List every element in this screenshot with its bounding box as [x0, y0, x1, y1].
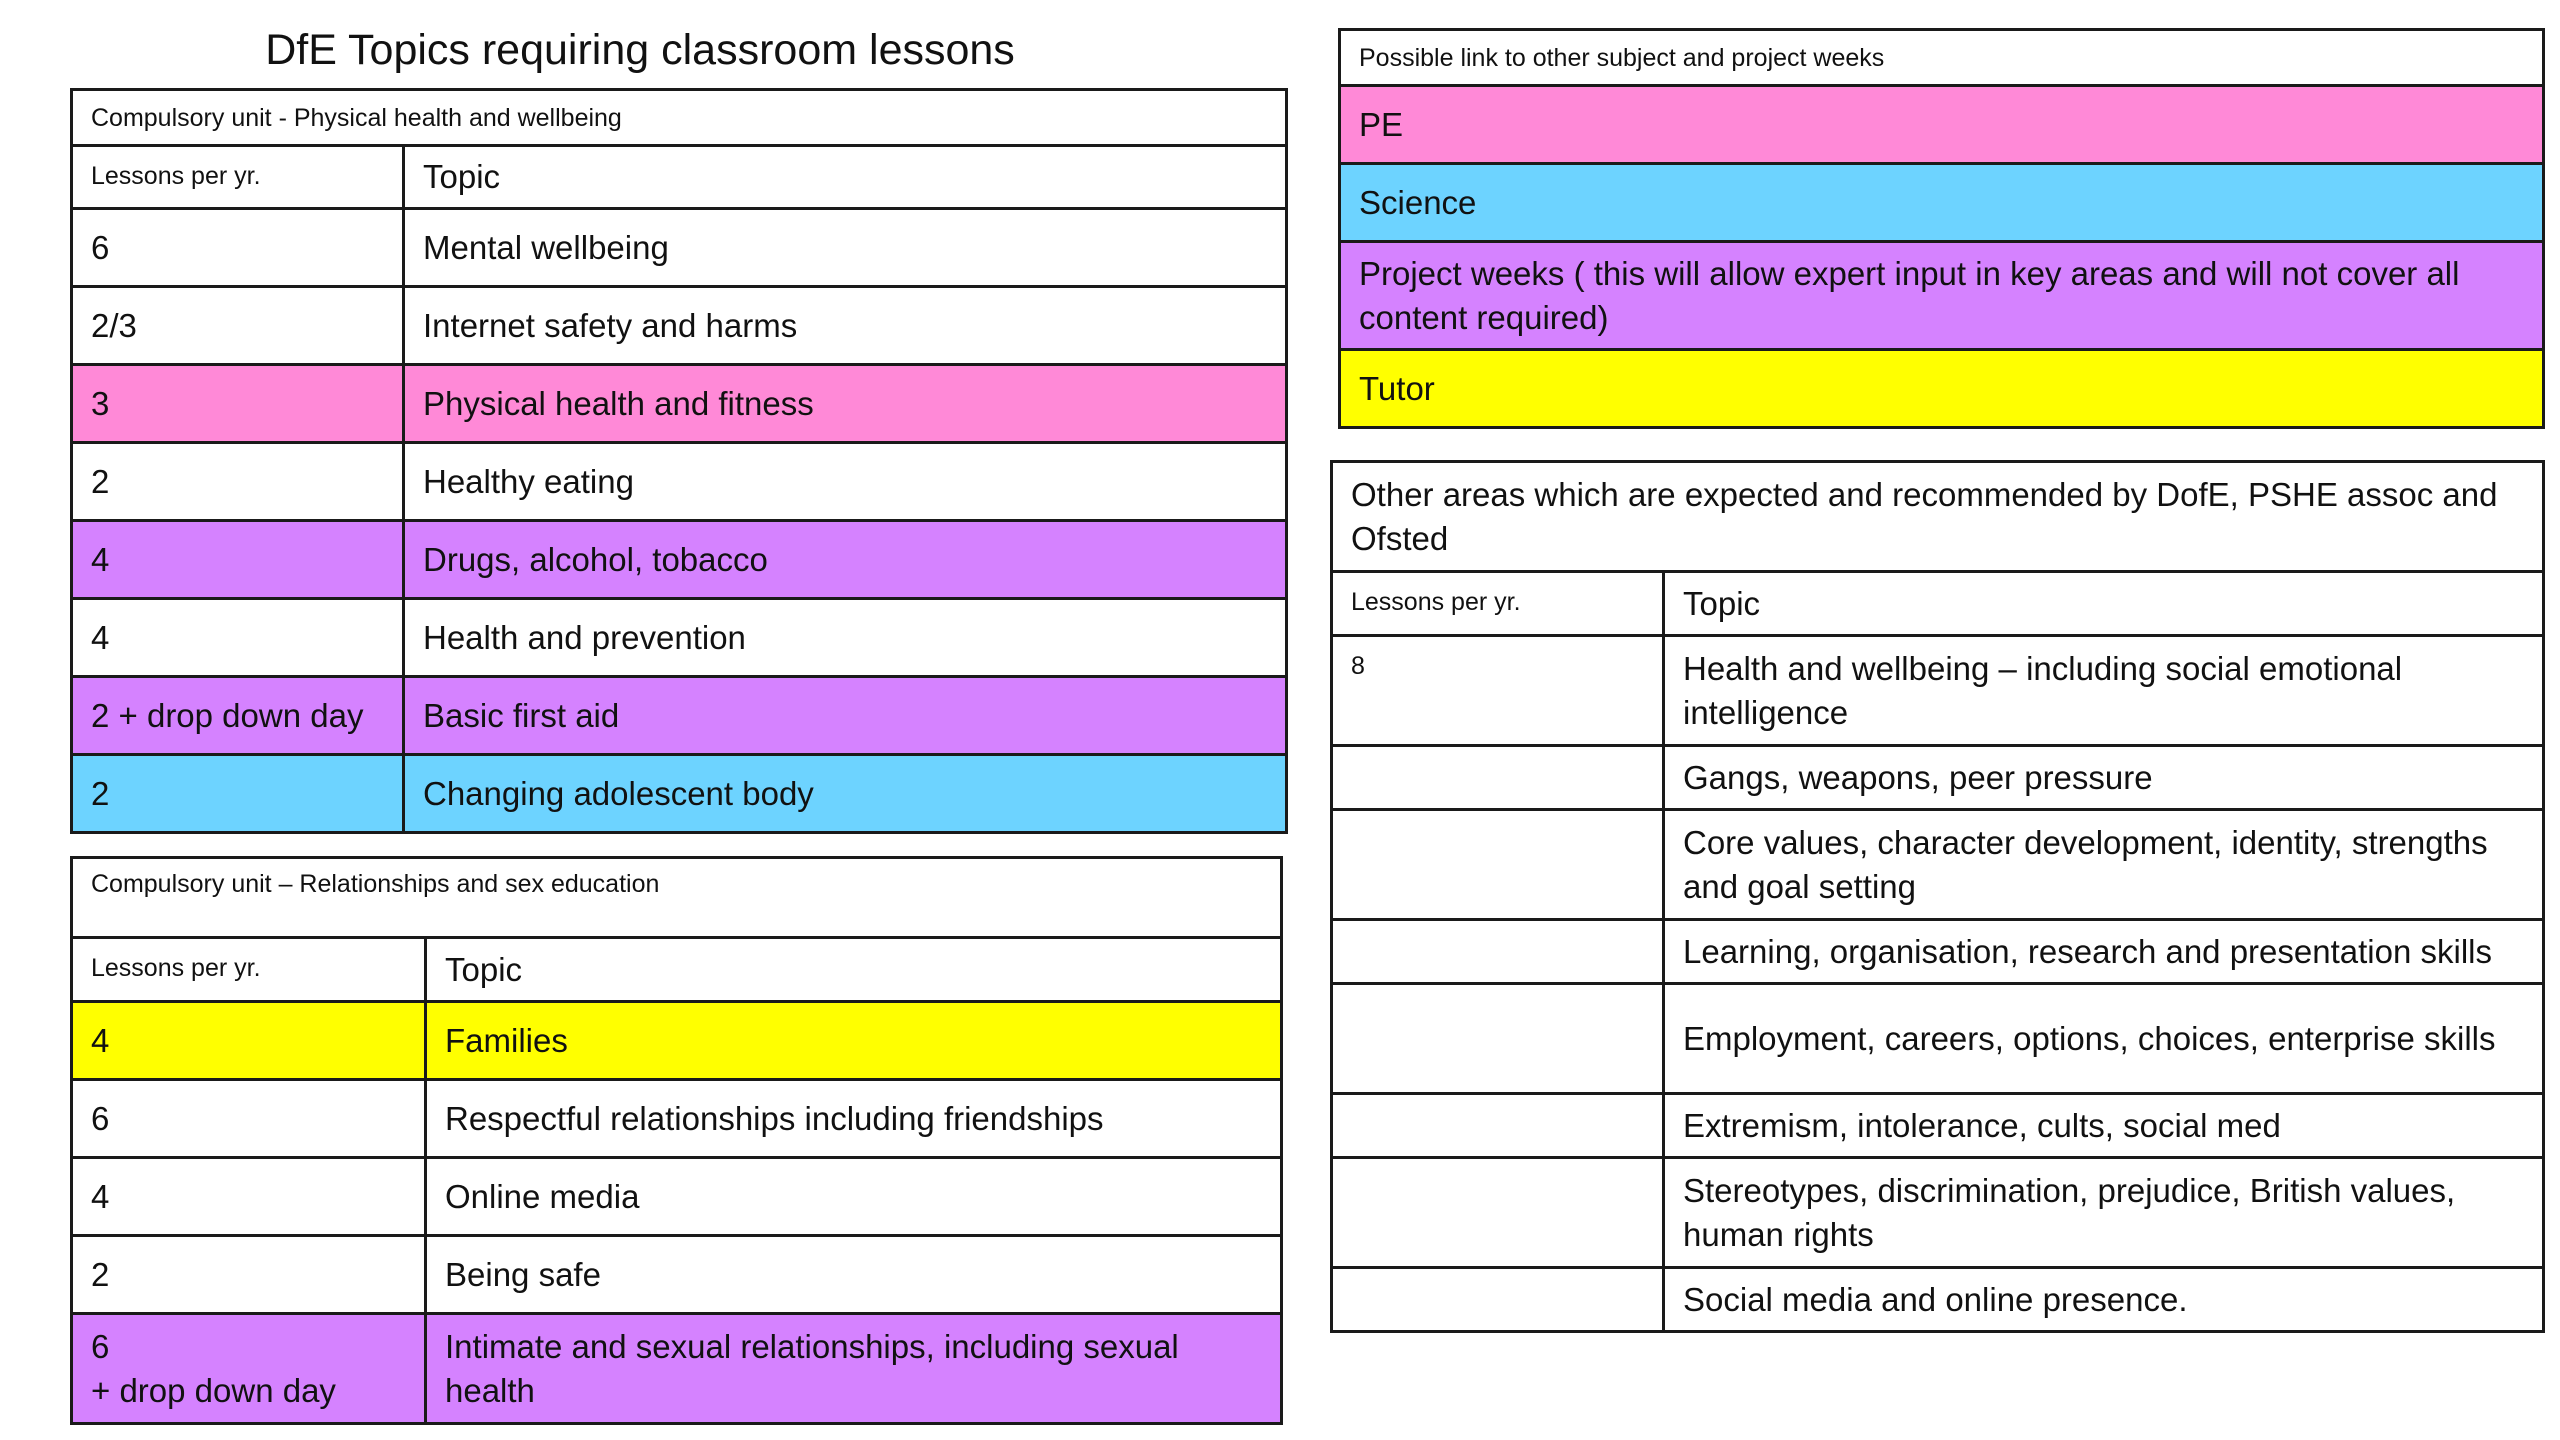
table-row	[72, 209, 1287, 287]
lessons-cell: 4	[72, 1002, 426, 1080]
column-header-topic: Topic	[1664, 572, 2544, 636]
topic-cell: Core values, character development, identity, strengths and goal setting	[1664, 810, 2544, 920]
lessons-cell: 6	[72, 1080, 426, 1158]
lessons-cell	[1332, 920, 1664, 984]
lessons-cell: 3	[72, 365, 404, 443]
lessons-cell	[1332, 984, 1664, 1094]
table-row	[72, 1002, 1282, 1080]
table-row	[72, 365, 1287, 443]
topic-cell: Health and wellbeing – including social emotional intelligence	[1664, 636, 2544, 746]
table-row	[72, 1158, 1282, 1236]
table-row	[1332, 1158, 2544, 1268]
lessons-cell	[1332, 1268, 1664, 1332]
topic-cell: Drugs, alcohol, tobacco	[404, 521, 1287, 599]
table-row	[1332, 984, 2544, 1094]
table-row	[1332, 1268, 2544, 1332]
topic-cell: Respectful relationships including friendships	[426, 1080, 1282, 1158]
table-row	[72, 599, 1287, 677]
table-row	[1332, 920, 2544, 984]
topic-cell: Physical health and fitness	[404, 365, 1287, 443]
lessons-cell	[1332, 810, 1664, 920]
table-caption: Compulsory unit – Relationships and sex education	[72, 858, 1282, 938]
lessons-line: + drop down day	[91, 1371, 336, 1409]
topic-cell: Employment, careers, options, choices, enterprise skills	[1664, 984, 2544, 1094]
table-row	[1332, 1094, 2544, 1158]
physical-health-table	[70, 88, 1288, 834]
lessons-cell	[1332, 746, 1664, 810]
topic-cell: Intimate and sexual relationships, including sexual health	[426, 1314, 1282, 1424]
column-header-lessons: Lessons per yr.	[72, 146, 404, 209]
column-header-lessons: Lessons per yr.	[72, 938, 426, 1002]
table-caption: Compulsory unit - Physical health and wellbeing	[72, 90, 1287, 146]
column-header-lessons: Lessons per yr.	[1332, 572, 1664, 636]
subject-link-legend	[1338, 28, 2545, 429]
table-row	[72, 1314, 1282, 1424]
lessons-cell: 2	[72, 755, 404, 833]
topic-cell: Social media and online presence.	[1664, 1268, 2544, 1332]
topic-cell: Basic first aid	[404, 677, 1287, 755]
table-row	[72, 287, 1287, 365]
lessons-cell: 4	[72, 521, 404, 599]
legend-caption: Possible link to other subject and project weeks	[1340, 30, 2544, 86]
table-row	[1332, 636, 2544, 746]
lessons-cell: 6	[72, 209, 404, 287]
lessons-cell: 2	[72, 443, 404, 521]
topic-cell: Gangs, weapons, peer pressure	[1664, 746, 2544, 810]
table-row	[72, 443, 1287, 521]
table-row	[72, 677, 1287, 755]
topic-cell: Stereotypes, discrimination, prejudice, British values, human rights	[1664, 1158, 2544, 1268]
column-header-topic: Topic	[404, 146, 1287, 209]
lessons-cell	[1332, 1158, 1664, 1268]
lessons-cell: 2	[72, 1236, 426, 1314]
column-header-topic: Topic	[426, 938, 1282, 1002]
table-row	[1332, 810, 2544, 920]
table-row	[1332, 746, 2544, 810]
topic-cell: Changing adolescent body	[404, 755, 1287, 833]
topic-cell: Families	[426, 1002, 1282, 1080]
topic-cell: Extremism, intolerance, cults, social med	[1664, 1094, 2544, 1158]
lessons-line: 6	[91, 1327, 110, 1365]
topic-cell: Health and prevention	[404, 599, 1287, 677]
topic-cell: Mental wellbeing	[404, 209, 1287, 287]
topic-cell: Being safe	[426, 1236, 1282, 1314]
relationships-table	[70, 856, 1283, 1425]
legend-item-science: Science	[1340, 164, 2544, 242]
lessons-cell	[1332, 1094, 1664, 1158]
topic-cell: Healthy eating	[404, 443, 1287, 521]
page-title: DfE Topics requiring classroom lessons	[265, 26, 1015, 74]
table-caption: Other areas which are expected and recommended by DofE, PSHE assoc and Ofsted	[1332, 462, 2544, 572]
topic-cell: Internet safety and harms	[404, 287, 1287, 365]
lessons-cell: 2 + drop down day	[72, 677, 404, 755]
lessons-cell	[72, 1314, 426, 1424]
topic-cell: Learning, organisation, research and presentation skills	[1664, 920, 2544, 984]
legend-item-pe: PE	[1340, 86, 2544, 164]
lessons-cell: 8	[1332, 636, 1664, 746]
table-row	[72, 1236, 1282, 1314]
topic-cell: Online media	[426, 1158, 1282, 1236]
lessons-cell: 4	[72, 599, 404, 677]
other-areas-table	[1330, 460, 2545, 1333]
legend-item-project-weeks: Project weeks ( this will allow expert input in key areas and will not cover all content required)	[1340, 242, 2544, 350]
table-row	[72, 1080, 1282, 1158]
lessons-cell: 4	[72, 1158, 426, 1236]
table-row	[72, 755, 1287, 833]
legend-item-tutor: Tutor	[1340, 350, 2544, 428]
lessons-cell: 2/3	[72, 287, 404, 365]
table-row	[72, 521, 1287, 599]
